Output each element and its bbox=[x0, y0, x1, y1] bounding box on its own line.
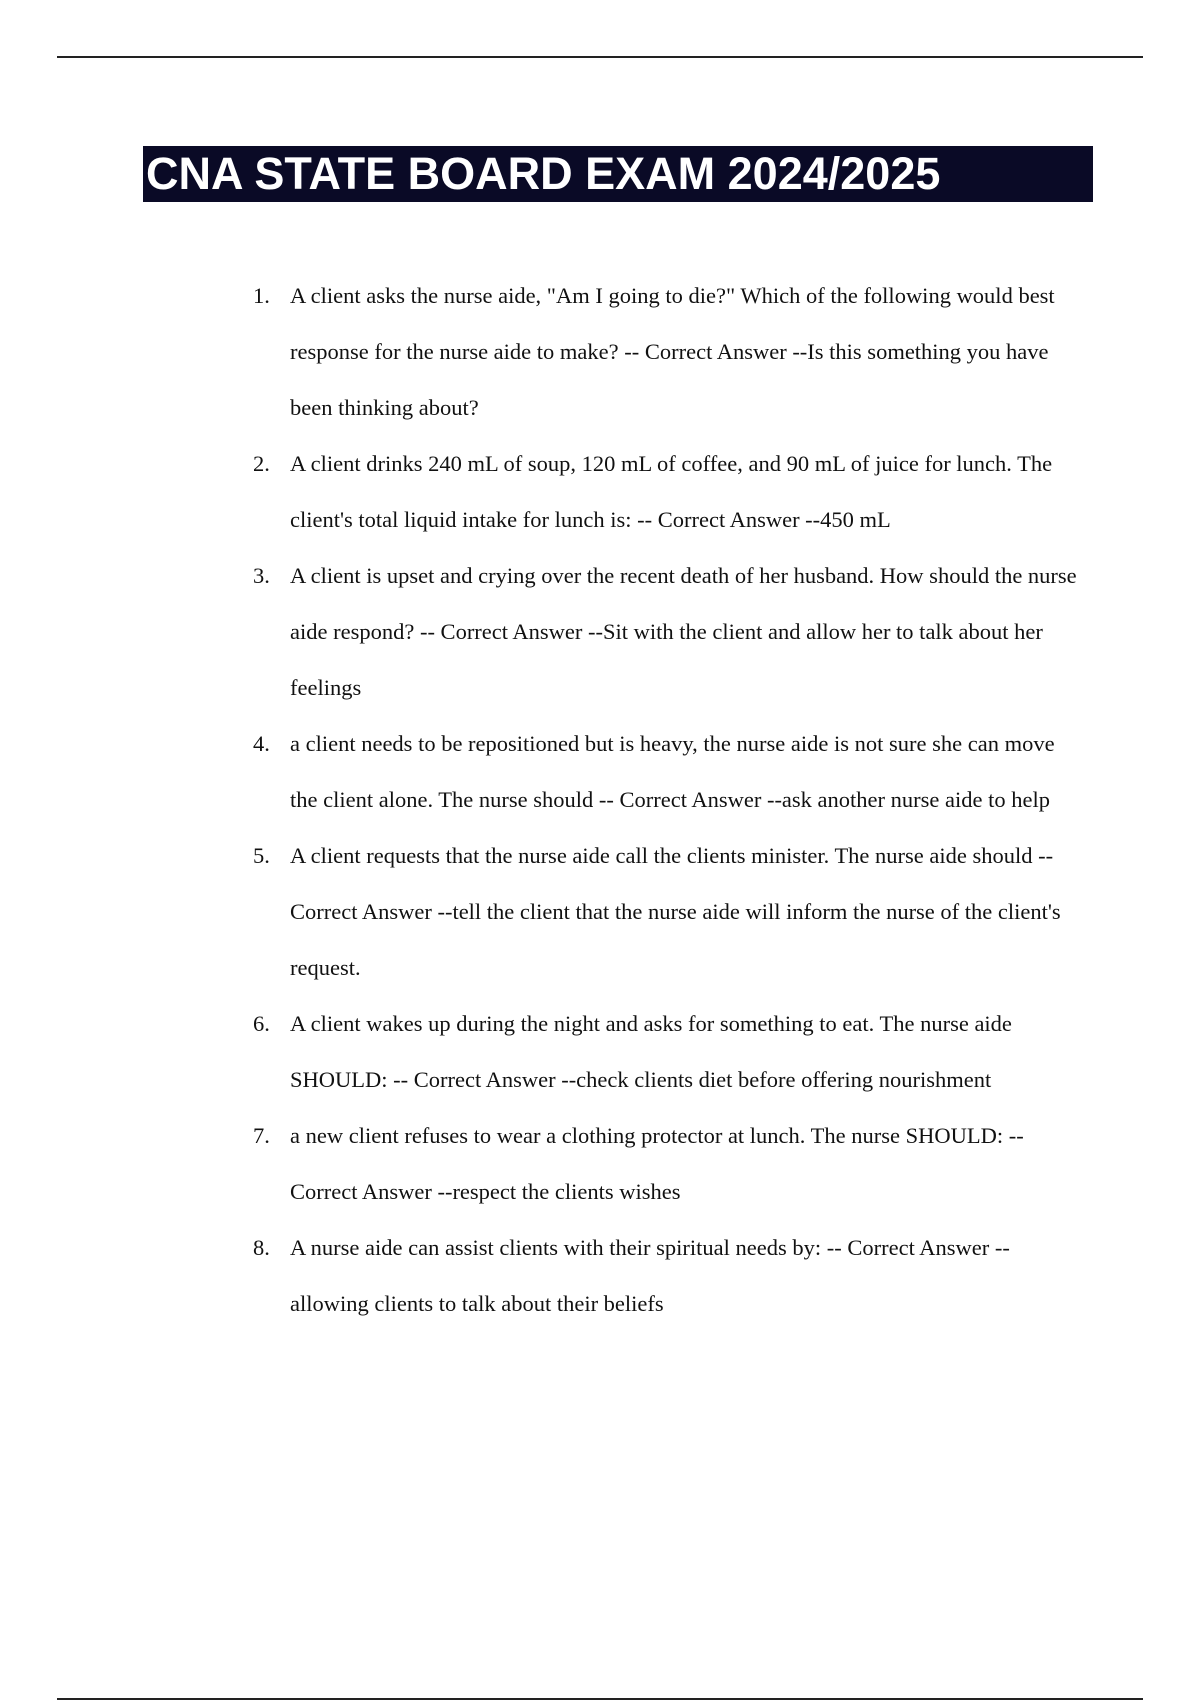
document-title: CNA STATE BOARD EXAM 2024/2025 bbox=[146, 148, 941, 199]
question-list bbox=[238, 268, 1083, 1332]
item-number: 3. bbox=[253, 563, 270, 588]
list-item bbox=[238, 548, 1083, 716]
list-item bbox=[238, 1108, 1083, 1220]
list-item bbox=[238, 828, 1083, 996]
item-number: 2. bbox=[253, 451, 270, 476]
item-text: A client wakes up during the night and asks for something to eat. The nurse aide SHOULD: -- Correct Answer --check clients diet before offering nourishment bbox=[290, 1011, 1012, 1092]
list-item bbox=[238, 996, 1083, 1108]
list-item bbox=[238, 1220, 1083, 1332]
item-text: A client requests that the nurse aide call the clients minister. The nurse aide should -- Correct Answer --tell the client that the nurse aide will inform the nurse of the client's request. bbox=[290, 843, 1061, 980]
item-number: 8. bbox=[253, 1235, 270, 1260]
item-text: A client drinks 240 mL of soup, 120 mL of coffee, and 90 mL of juice for lunch. The client's total liquid intake for lunch is: -- Correct Answer --450 mL bbox=[290, 451, 1053, 532]
item-text: a new client refuses to wear a clothing protector at lunch. The nurse SHOULD: -- Correct Answer --respect the clients wishes bbox=[290, 1123, 1024, 1204]
item-number: 6. bbox=[253, 1011, 270, 1036]
item-text: A client is upset and crying over the recent death of her husband. How should the nurse aide respond? -- Correct Answer --Sit with the client and allow her to talk about her feelings bbox=[290, 563, 1077, 700]
list-item bbox=[238, 268, 1083, 436]
header-rule bbox=[57, 56, 1143, 58]
document-title-banner bbox=[143, 146, 1093, 202]
list-item bbox=[238, 436, 1083, 548]
item-number: 7. bbox=[253, 1123, 270, 1148]
item-text: A nurse aide can assist clients with their spiritual needs by: -- Correct Answer --allowing clients to talk about their beliefs bbox=[290, 1235, 1010, 1316]
list-item bbox=[238, 716, 1083, 828]
item-text: a client needs to be repositioned but is heavy, the nurse aide is not sure she can move the client alone. The nurse should -- Correct Answer --ask another nurse aide to help bbox=[290, 731, 1055, 812]
item-text: A client asks the nurse aide, "Am I going to die?" Which of the following would best response for the nurse aide to make? -- Correct Answer --Is this something you have been thinking about? bbox=[290, 283, 1055, 420]
item-number: 5. bbox=[253, 843, 270, 868]
item-number: 1. bbox=[253, 283, 270, 308]
item-number: 4. bbox=[253, 731, 270, 756]
